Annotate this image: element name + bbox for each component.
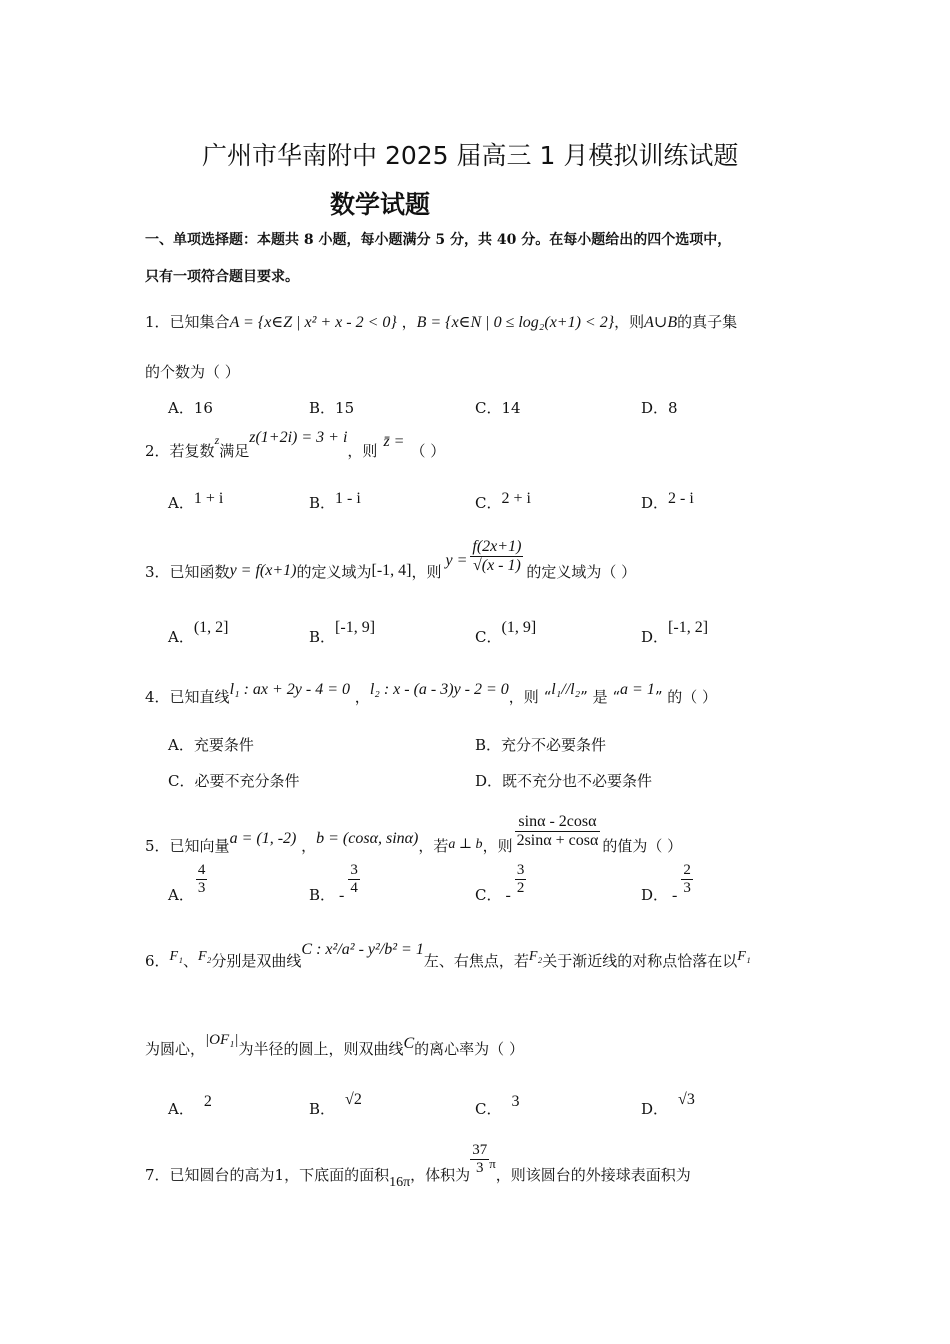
question-number: 6．	[145, 952, 170, 970]
option-label: D．	[641, 628, 669, 646]
question-stem: 的定义域为	[296, 562, 372, 581]
option-label: C．	[475, 1100, 502, 1118]
area-formula: 16π	[389, 1174, 411, 1190]
option-label: D．	[641, 885, 669, 904]
q5-option-a[interactable]	[168, 862, 207, 904]
question-stem: 已知圆台的高为1，下底面的面积	[169, 1165, 390, 1184]
q1-option-c[interactable]: C．14	[475, 399, 521, 417]
question-stem: ，则	[482, 836, 513, 855]
condition-formula: z(1+2i) = 3 + i	[249, 429, 348, 446]
question-stem: 的定义域为（ ）	[526, 562, 637, 581]
fraction-denominator: 3	[683, 880, 691, 896]
q5-option-b[interactable]	[309, 862, 360, 904]
z-var: z	[214, 433, 220, 447]
option-fraction	[348, 862, 360, 897]
question-3	[145, 528, 637, 581]
question-stem: 已知函数	[169, 562, 230, 581]
option-value: 3	[511, 1093, 520, 1110]
question-6-line2	[145, 1032, 524, 1059]
pi-symbol: π	[489, 1155, 496, 1171]
q2-option-c[interactable]	[475, 492, 531, 513]
question-stem: ，则	[411, 562, 442, 581]
f1-symbol: F₁	[169, 949, 183, 964]
vector-b-formula: b = (cosα, sinα)	[316, 829, 419, 847]
question-6	[145, 941, 751, 971]
fraction-denominator: 2	[516, 880, 525, 896]
option-label: B．	[309, 494, 336, 512]
q1-option-a[interactable]: A．16	[168, 399, 213, 417]
section-heading-line1: 一、单项选择题：本题共 8 小题，每小题满分 5 分，共 40 分。在每小题给出的四个选项中，	[145, 232, 732, 248]
option-label: C．	[475, 885, 502, 904]
option-label: C．	[475, 628, 502, 646]
question-stem: 分别是双曲线	[211, 952, 302, 970]
domain-formula: [-1, 4]	[371, 561, 412, 579]
question-stem: ，则该圆台的外接球表面积为	[495, 1165, 691, 1184]
option-label: B．	[309, 1100, 336, 1118]
option-value: (1, 9]	[501, 619, 537, 636]
option-value: 2	[203, 1093, 212, 1110]
set-b-formula: B = {x∈N | 0 ≤ log₂(x+1) < 2}	[416, 314, 615, 331]
fraction-numerator: 2	[683, 862, 691, 878]
question-1: 1．已知集合A = {x∈Z | x² + x - 2 < 0} ，B = {x∈N | 0 ≤ log₂(x+1) < 2}，则A∪B的真子集	[145, 313, 738, 331]
a-equals-formula: a = 1	[620, 681, 655, 698]
fraction-denominator: √(x - 1)	[472, 557, 521, 574]
question-2	[145, 429, 446, 461]
option-fraction	[681, 862, 693, 897]
question-stem: 满足	[219, 442, 250, 460]
function-formula: y = f(x+1)	[229, 561, 297, 579]
question-5: 5．已知向量a = (1, -2) ，b = (cosα, sinα)，若a ⊥ b，则 $\frac{\sin\alpha - 2\cos\alpha}{2\sin\alpha + \cos\alpha}$ 的值为（ ）	[145, 813, 683, 855]
section-heading-line2: 只有一项符合题目要求。	[145, 269, 299, 285]
option-sign: -	[505, 886, 511, 904]
fraction-denominator: 2sinα + cosα	[516, 832, 599, 849]
q4-option-c[interactable]: C．必要不充分条件	[168, 772, 300, 790]
q2-option-b[interactable]	[309, 492, 361, 513]
option-sign: -	[672, 886, 678, 904]
option-value: (1, 2]	[193, 619, 229, 636]
curve-c-symbol: C	[403, 1035, 415, 1052]
f1-symbol: F₁	[737, 949, 751, 964]
question-stem: 已知直线	[169, 688, 230, 706]
q1-option-b[interactable]: B．15	[309, 399, 355, 417]
q2-option-a[interactable]	[168, 492, 223, 513]
question-stem: ” 是 “	[580, 688, 621, 706]
option-value: √2	[345, 1091, 362, 1108]
q5-option-d[interactable]	[641, 862, 693, 904]
question-stem: ，体积为	[410, 1165, 471, 1184]
fraction	[470, 538, 523, 575]
q4-option-a[interactable]: A．充要条件	[168, 736, 254, 754]
subject-title: 数学试题	[330, 190, 431, 219]
fraction-denominator: 4	[350, 880, 358, 896]
question-number: 5．	[145, 836, 170, 855]
perpendicular-formula: a ⊥ b	[448, 836, 483, 852]
option-label: C．	[475, 494, 502, 512]
question-stem: 为半径的圆上，则双曲线	[238, 1040, 404, 1058]
question-stem: 左、右焦点，若	[423, 952, 529, 970]
fraction-numerator: 4	[197, 862, 206, 878]
zbar-formula: z̄ =	[383, 433, 405, 450]
q2-option-d[interactable]	[641, 492, 694, 513]
question-number: 3．	[145, 562, 170, 581]
question-stem: 若复数	[169, 442, 215, 460]
option-label: A．	[168, 628, 194, 646]
q3-option-c[interactable]	[475, 619, 537, 647]
question-7	[145, 1142, 691, 1190]
question-stem: 为圆心，	[145, 1040, 206, 1058]
question-stem: 的离心率为（ ）	[414, 1040, 524, 1058]
fraction-numerator: 3	[516, 862, 525, 878]
question-stem: 已知集合	[169, 313, 230, 331]
volume-fraction	[470, 1142, 489, 1177]
question-stem: ，若	[418, 836, 449, 855]
option-sign: -	[339, 886, 345, 904]
q3-option-b[interactable]	[309, 619, 376, 647]
option-label: D．	[641, 1100, 669, 1118]
question-stem: 、	[182, 952, 198, 970]
question-stem: ” 的（ ）	[654, 688, 718, 706]
q3-option-d[interactable]	[641, 619, 709, 647]
q6-option-b[interactable]	[309, 1091, 362, 1119]
option-value: [-1, 2]	[668, 619, 709, 636]
option-value: [-1, 9]	[335, 619, 376, 636]
question-number: 7．	[145, 1165, 170, 1184]
question-number: 2．	[145, 442, 170, 460]
option-fraction	[515, 862, 527, 897]
union-formula: A∪B	[644, 314, 678, 331]
question-stem: （ ）	[410, 442, 446, 460]
q5-option-c[interactable]	[475, 862, 526, 904]
question-1-line2: 的个数为（ ）	[145, 363, 240, 381]
fraction-numerator: sinα - 2cosα	[515, 813, 601, 832]
option-value: 1 + i	[193, 490, 224, 507]
option-value: 1 - i	[335, 490, 361, 507]
option-label: A．	[168, 885, 194, 904]
hyperbola-formula: C : x²/a² - y²/b² = 1	[301, 941, 424, 958]
option-label: B．	[309, 628, 336, 646]
question-number: 1．	[145, 313, 170, 331]
option-label: B．	[309, 885, 336, 904]
q1-option-d[interactable]: D．8	[641, 399, 678, 417]
option-value: √3	[678, 1091, 695, 1108]
q3-option-a[interactable]	[168, 619, 229, 647]
option-value: 2 + i	[501, 490, 531, 507]
fraction-numerator: 37	[472, 1142, 488, 1158]
fraction-denominator: 3	[197, 880, 206, 896]
question-stem: 的真子集	[677, 313, 738, 331]
fraction-numerator: f(2x+1)	[472, 538, 522, 555]
option-label: A．	[168, 494, 194, 512]
fraction	[515, 813, 601, 850]
line-l1-formula: l₁ : ax + 2y - 4 = 0	[229, 681, 351, 698]
q4-option-b[interactable]: B．充分不必要条件	[475, 736, 607, 754]
question-stem: ，则 “	[508, 688, 552, 706]
q6-option-a[interactable]	[168, 1093, 212, 1119]
question-stem: ，则	[347, 442, 378, 460]
parallel-formula: l₁//l₂	[551, 681, 581, 698]
fraction-numerator: 3	[350, 862, 358, 878]
exam-title: 广州市华南附中 2025 届高三 1 月模拟训练试题	[202, 141, 739, 170]
question-4: 4．已知直线l₁ : ax + 2y - 4 = 0 ，l₂ : x - (a - 3)y - 2 = 0，则 “l₁//l₂” 是 “a = 1” 的（ ）	[145, 681, 718, 706]
option-value: 2 - i	[668, 490, 694, 507]
line-l2-formula: l₂ : x - (a - 3)y - 2 = 0	[369, 681, 509, 698]
vector-a-formula: a = (1, -2)	[229, 829, 297, 847]
question-stem: 已知向量	[169, 836, 230, 855]
f2-symbol: F₂	[528, 949, 543, 964]
q6-option-d[interactable]	[641, 1091, 695, 1119]
q6-option-c[interactable]	[475, 1093, 520, 1119]
question-stem: 的值为（ ）	[602, 836, 683, 855]
question-stem: ，则	[614, 313, 645, 331]
question-stem: 关于渐近线的对称点恰落在以	[542, 952, 738, 970]
set-a-formula: A = {x∈Z | x² + x - 2 < 0}	[229, 314, 397, 331]
fraction-denominator: 3	[475, 1160, 484, 1176]
option-label: D．	[641, 494, 669, 512]
q4-option-d[interactable]: D．既不充分也不必要条件	[475, 772, 653, 790]
radius-formula: |OF₁|	[205, 1032, 239, 1048]
question-number: 4．	[145, 688, 170, 706]
option-fraction	[196, 862, 208, 897]
y-equals: y =	[445, 551, 468, 569]
option-label: A．	[168, 1100, 194, 1118]
f2-symbol: F₂	[197, 949, 212, 964]
